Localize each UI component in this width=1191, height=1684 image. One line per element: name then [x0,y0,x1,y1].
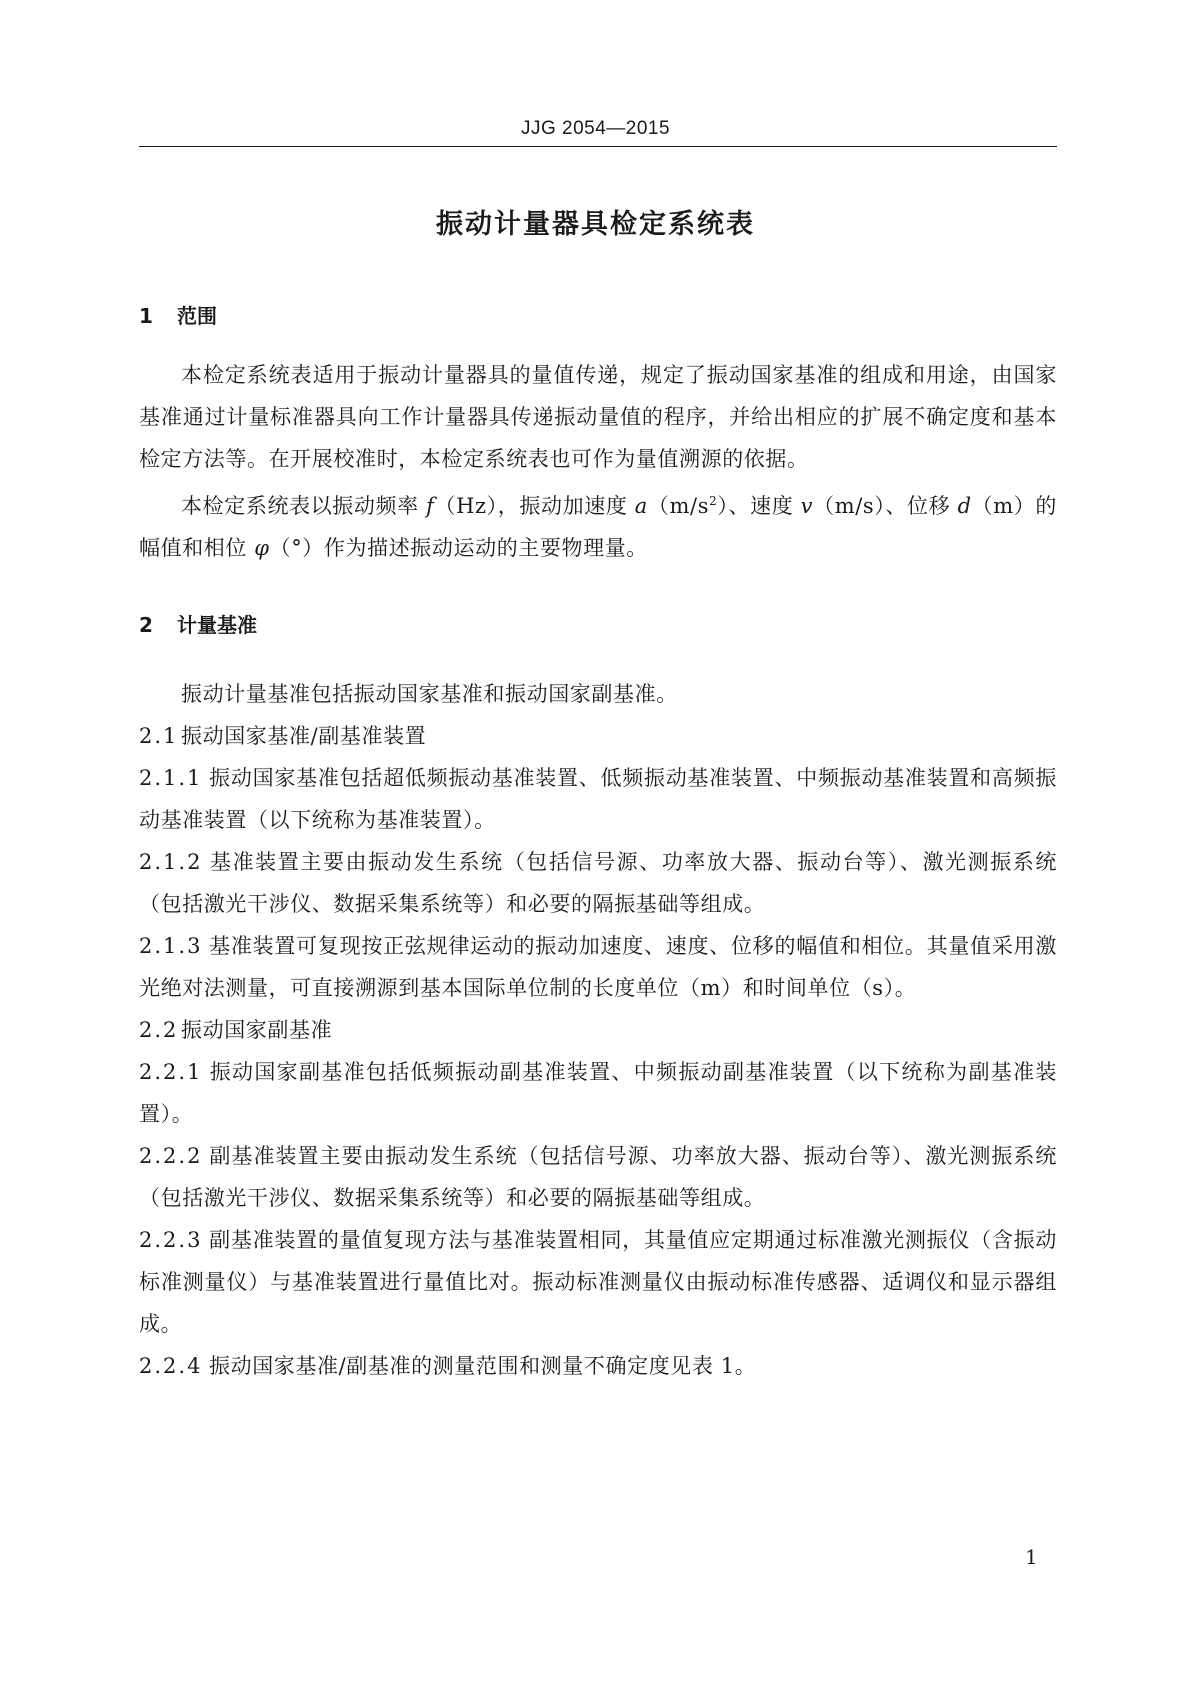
document-title: 振动计量器具检定系统表 [436,209,755,240]
standard-code-header: JJG 2054—2015 [520,118,671,139]
section-heading-standards [139,605,1057,645]
clause-2-2-3: 2.2.3 副基准装置的量值复现方法与基准装置相同，其量值应定期通过标准激光测振仪（含振动标准测量仪）与基准装置进行量值比对。振动标准测量仪由振动标准传感器、适调仪和显示器组成。 [139,1219,1057,1345]
clause-number: 2.1 [139,724,179,748]
clause-number: 2.1.2 [139,850,203,874]
clause-2-1-2: 2.1.2 基准装置主要由振动发生系统（包括信号源、功率放大器、振动台等）、激光测振系统（包括激光干涉仪、数据采集系统等）和必要的隔振基础等组成。 [139,841,1057,925]
clause-2-2-4: 2.2.4 振动国家基准/副基准的测量范围和测量不确定度见表 1。 [139,1345,1057,1387]
clause-number: 2.2 [139,1018,179,1042]
scope-paragraph-2: 本检定系统表以振动频率 f（Hz），振动加速度 $a(m/s^2)$、速度 v（m/s）、位移 d（m）的幅值和相位 φ（°）作为描述振动运动的主要物理量。 [139,494,1057,560]
section-number: 1 [139,304,153,328]
clause-number: 2.2.4 [139,1354,203,1378]
clause-number: 2.1.3 [139,934,203,958]
velocity-symbol: v [800,494,814,518]
standards-intro: 振动计量基准包括振动国家基准和振动国家副基准。 [181,682,678,706]
section-title: 范围 [177,304,217,328]
clause-2-2: 2.2 振动国家副基准 [139,1009,1057,1051]
clause-2-1: 2.1 振动国家基准/副基准装置 [139,715,1057,757]
document-body [139,296,1057,1387]
section-heading-scope [139,296,1057,336]
scope-paragraph-1: 本检定系统表适用于振动计量器具的量值传递，规定了振动国家基准的组成和用途，由国家基准通过计量标准器具向工作计量器具传递振动量值的程序，并给出相应的扩展不确定度和基本检定方法等。在开展校准时，本检定系统表也可作为量值溯源的依据。 [139,363,1057,471]
clause-2-2-1: 2.2.1 振动国家副基准包括低频振动副基准装置、中频振动副基准装置（以下统称为副基准装置）。 [139,1051,1057,1135]
acceleration-symbol: a [634,494,648,518]
clause-number: 2.2.1 [139,1060,203,1084]
clause-2-2-2: 2.2.2 副基准装置主要由振动发生系统（包括信号源、功率放大器、振动台等）、激光测振系统（包括激光干涉仪、数据采集系统等）和必要的隔振基础等组成。 [139,1135,1057,1219]
section-number: 2 [139,613,153,637]
header-divider [139,146,1057,147]
clause-number: 2.1.1 [139,766,203,790]
displacement-symbol: d [957,494,972,518]
page-number: 1 [1025,1545,1038,1569]
clause-2-1-3: 2.1.3 基准装置可复现按正弦规律运动的振动加速度、速度、位移的幅值和相位。其量值采用激光绝对法测量，可直接溯源到基本国际单位制的长度单位（m）和时间单位（s）。 [139,925,1057,1009]
clause-number: 2.2.3 [139,1228,203,1252]
superscript: 2 [709,494,718,508]
section-title: 计量基准 [177,613,257,637]
clause-2-1-1: 2.1.1 振动国家基准包括超低频振动基准装置、低频振动基准装置、中频振动基准装置和高频振动基准装置（以下统称为基准装置）。 [139,757,1057,841]
frequency-symbol: f [426,494,435,518]
clause-number: 2.2.2 [139,1144,203,1168]
phase-symbol: φ [254,536,270,560]
